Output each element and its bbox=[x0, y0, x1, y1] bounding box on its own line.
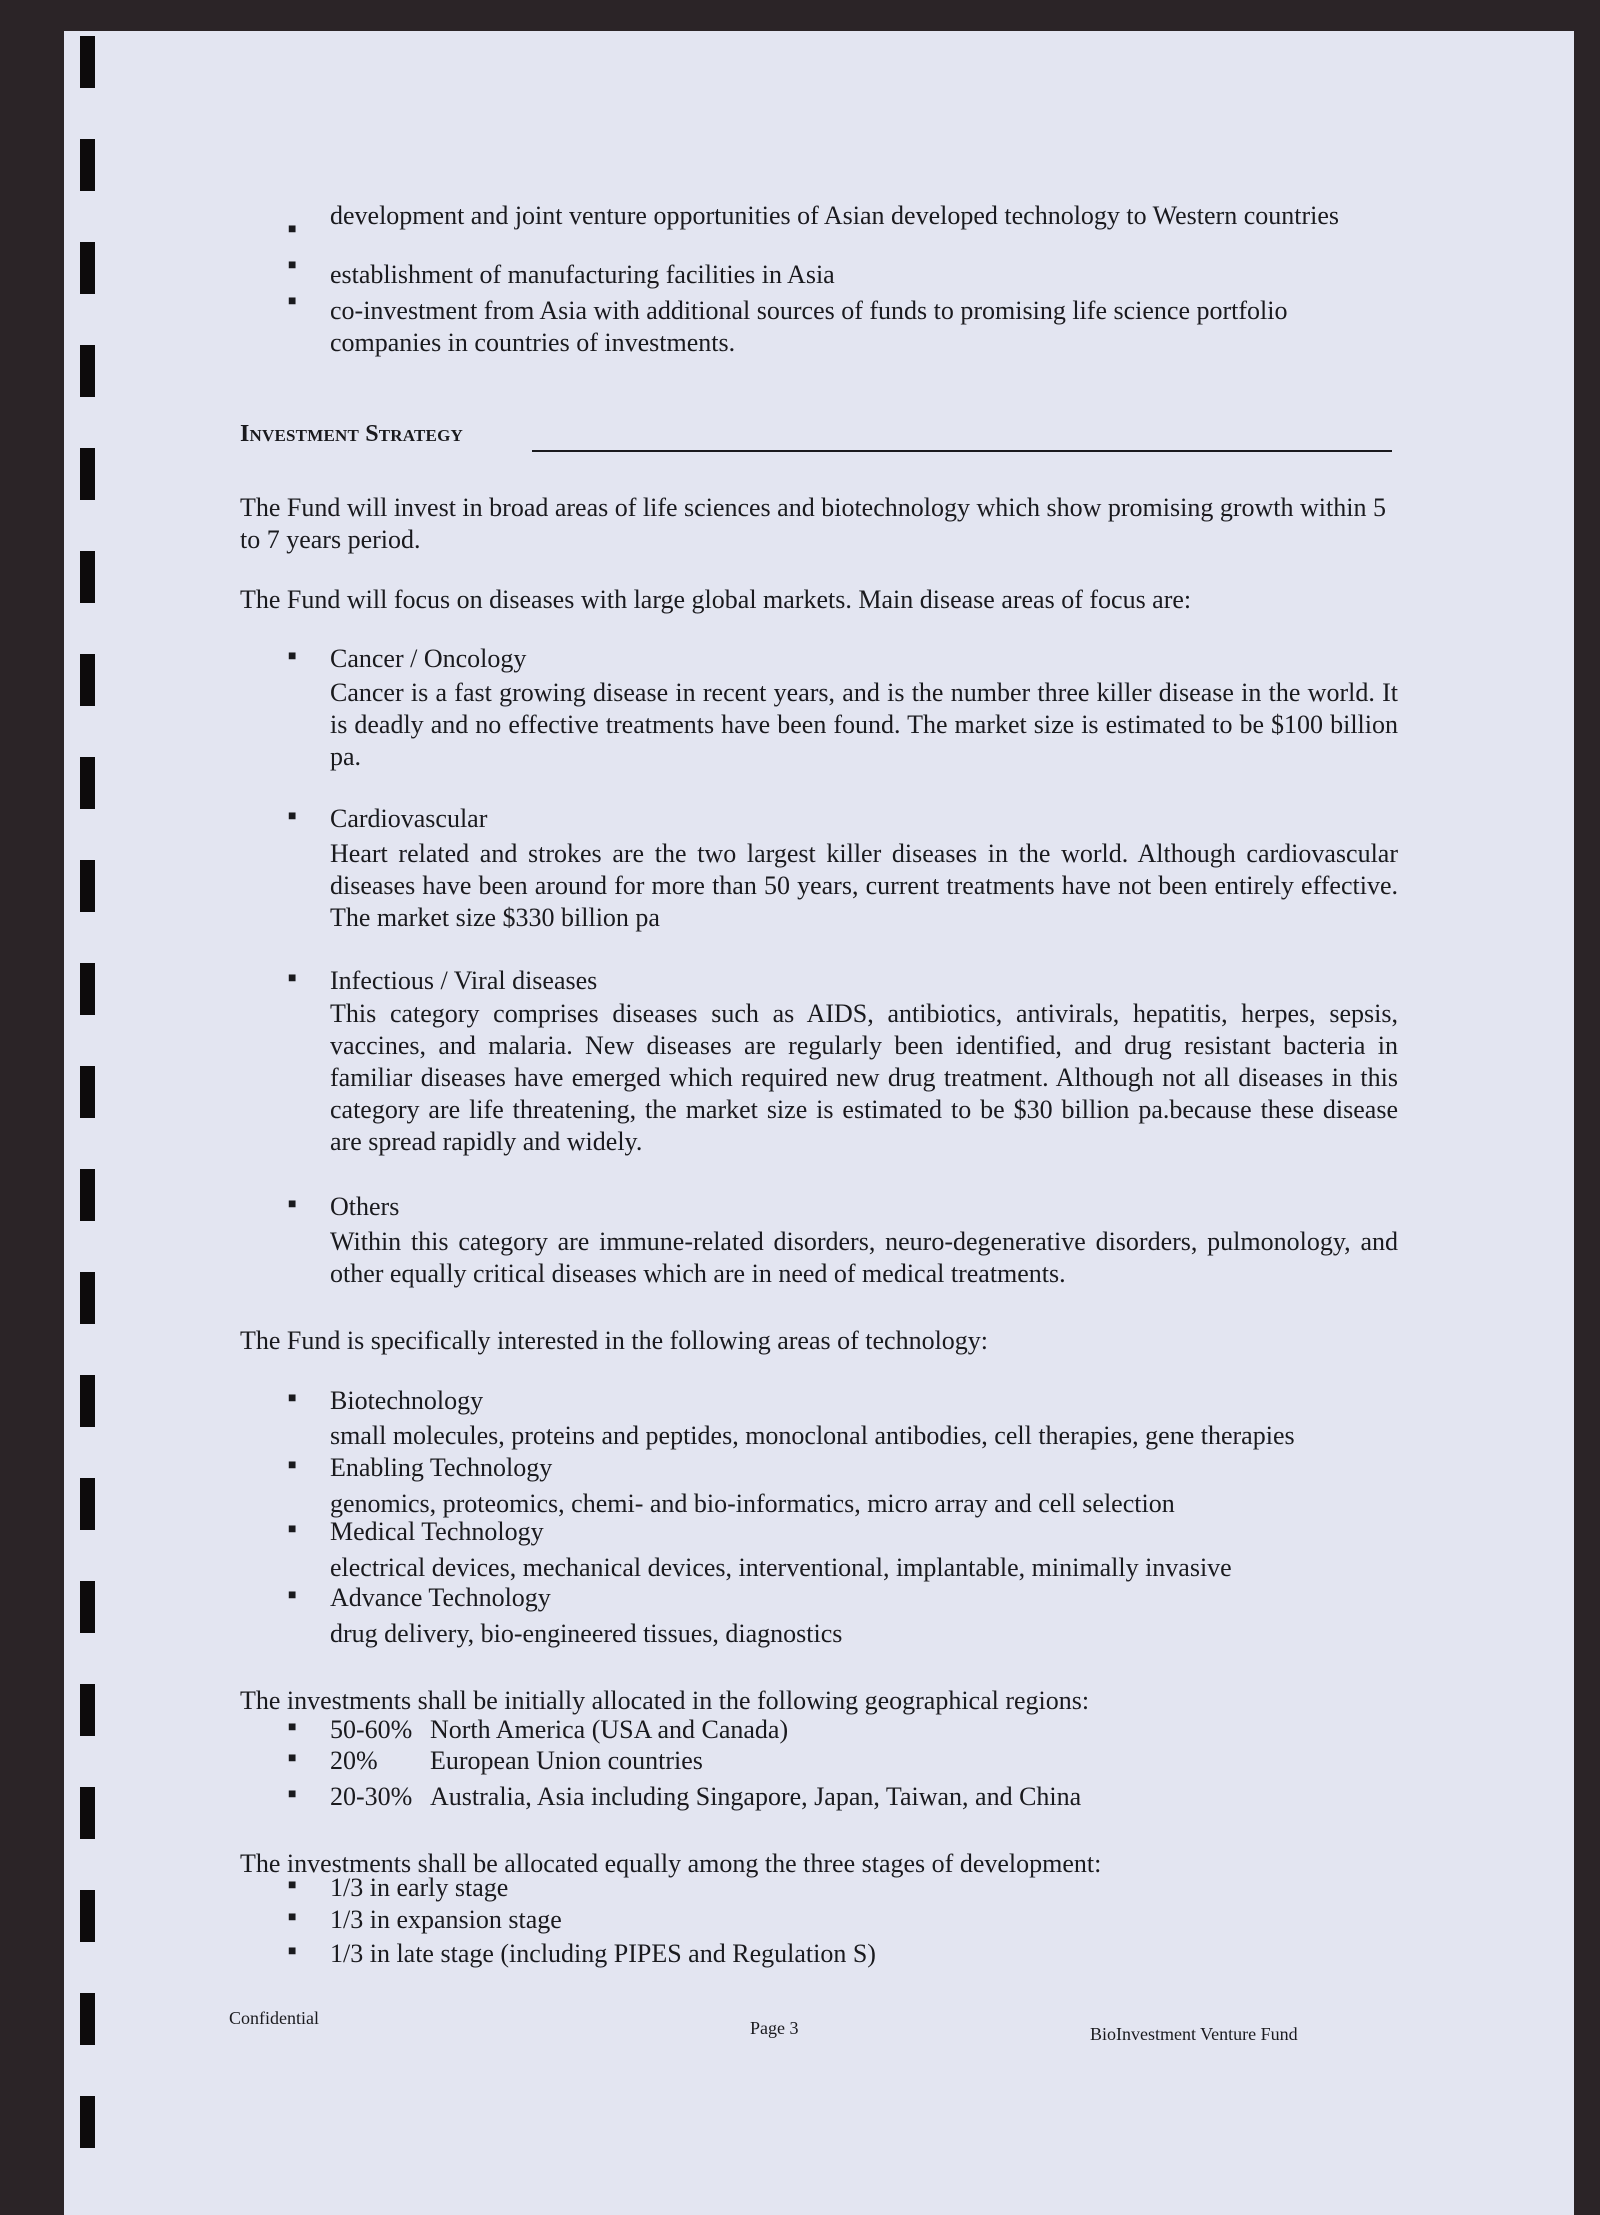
binder-hole bbox=[80, 757, 95, 809]
bullet-icon: ■ bbox=[288, 1751, 297, 1766]
disease-title: Infectious / Viral diseases bbox=[330, 966, 598, 995]
region-percent: 20% bbox=[330, 1746, 378, 1775]
bullet-icon: ■ bbox=[288, 1910, 297, 1925]
binder-hole bbox=[80, 654, 95, 706]
tech-title: Enabling Technology bbox=[330, 1453, 553, 1482]
disease-body: Within this category are immune-related disorders, neuro-degenerative disorders, pulmonology, and other equally critical diseases which are in need of medical treatments. bbox=[330, 1227, 1398, 1288]
binder-hole bbox=[80, 139, 95, 191]
binder-hole bbox=[80, 1684, 95, 1736]
stage-item: 1/3 in early stage bbox=[330, 1873, 509, 1902]
tech-body: genomics, proteomics, chemi- and bio-informatics, micro array and cell selection bbox=[330, 1489, 1175, 1518]
paragraph: The investments shall be initially allocated in the following geographical regions: bbox=[240, 1686, 1090, 1715]
region-name: European Union countries bbox=[430, 1746, 703, 1775]
binder-hole bbox=[80, 1375, 95, 1427]
binder-hole bbox=[80, 242, 95, 294]
binder-hole bbox=[80, 1581, 95, 1633]
bullet-icon: ■ bbox=[288, 1522, 297, 1537]
binder-hole bbox=[80, 551, 95, 603]
bullet-icon: ■ bbox=[288, 1391, 297, 1406]
binder-hole bbox=[80, 1478, 95, 1530]
tech-title: Medical Technology bbox=[330, 1517, 544, 1546]
binder-hole bbox=[80, 860, 95, 912]
region-percent: 20-30% bbox=[330, 1782, 413, 1811]
bullet-icon: ■ bbox=[288, 258, 297, 273]
paragraph: The Fund is specifically interested in the following areas of technology: bbox=[240, 1326, 989, 1355]
paragraph: The Fund will focus on diseases with large global markets. Main disease areas of focus are: bbox=[240, 585, 1192, 614]
section-heading: Investment Strategy bbox=[240, 421, 463, 447]
tech-title: Advance Technology bbox=[330, 1583, 551, 1612]
bullet-icon: ■ bbox=[288, 809, 297, 824]
binder-hole bbox=[80, 1787, 95, 1839]
bullet-icon: ■ bbox=[288, 649, 297, 664]
bullet-icon: ■ bbox=[288, 1787, 297, 1802]
heading-rule bbox=[532, 450, 1392, 452]
region-percent: 50-60% bbox=[330, 1715, 413, 1744]
stage-item: 1/3 in late stage (including PIPES and Regulation S) bbox=[330, 1939, 876, 1968]
binder-hole bbox=[80, 1890, 95, 1942]
tech-title: Biotechnology bbox=[330, 1386, 484, 1415]
binder-hole bbox=[80, 2096, 95, 2148]
region-name: North America (USA and Canada) bbox=[430, 1715, 789, 1744]
paragraph: The Fund will invest in broad areas of life sciences and biotechnology which show promising growth within 5 to 7 years period. bbox=[240, 493, 1386, 554]
stage-item: 1/3 in expansion stage bbox=[330, 1905, 562, 1934]
bullet-icon: ■ bbox=[288, 971, 297, 986]
disease-body: Heart related and strokes are the two largest killer diseases in the world. Although cardiovascular diseases have been around for more than 50 years, current treatments have not been entirely effective. The market size $330 billion pa bbox=[330, 839, 1398, 932]
bullet-icon: ■ bbox=[288, 1944, 297, 1959]
binder-hole bbox=[80, 448, 95, 500]
disease-title: Others bbox=[330, 1192, 400, 1221]
tech-body: drug delivery, bio-engineered tissues, diagnostics bbox=[330, 1619, 843, 1648]
disease-body: This category comprises diseases such as AIDS, antibiotics, antivirals, hepatitis, herpes, sepsis, vaccines, and malaria. New diseases are regularly been identified, and drug resistant bacteria in familiar diseases have emerged which required new drug treatment. Although not all diseases in this category are life threatening, the market size is estimated to be $30 billion pa.because these disease are spread rapidly and widely. bbox=[330, 999, 1398, 1156]
footer-confidential: Confidential bbox=[229, 2008, 319, 2028]
bullet-icon: ■ bbox=[288, 1197, 297, 1212]
footer-fund-name: BioInvestment Venture Fund bbox=[1090, 2024, 1298, 2044]
binder-hole bbox=[80, 963, 95, 1015]
binder-hole bbox=[80, 36, 95, 88]
binder-hole bbox=[80, 345, 95, 397]
binder-hole bbox=[80, 1272, 95, 1324]
disease-title: Cardiovascular bbox=[330, 804, 488, 833]
paragraph: The investments shall be allocated equally among the three stages of development: bbox=[240, 1849, 1102, 1878]
region-name: Australia, Asia including Singapore, Japan, Taiwan, and China bbox=[430, 1782, 1082, 1811]
disease-body: Cancer is a fast growing disease in recent years, and is the number three killer disease in the world. It is deadly and no effective treatments have been found. The market size is estimated to be $100 billion pa. bbox=[330, 678, 1398, 771]
intro-bullet: co-investment from Asia with additional sources of funds to promising life science portfolio companies in countries of investments. bbox=[330, 296, 1288, 357]
bullet-icon: ■ bbox=[288, 294, 297, 309]
intro-bullet: establishment of manufacturing facilities in Asia bbox=[330, 260, 835, 289]
region-item bbox=[330, 1745, 1398, 1777]
bullet-icon: ■ bbox=[288, 222, 297, 237]
binder-hole bbox=[80, 1993, 95, 2045]
region-item bbox=[330, 1714, 1398, 1746]
bullet-icon: ■ bbox=[288, 1878, 297, 1893]
tech-body: electrical devices, mechanical devices, interventional, implantable, minimally invasive bbox=[330, 1553, 1232, 1582]
region-item bbox=[330, 1781, 1398, 1813]
bullet-icon: ■ bbox=[288, 1458, 297, 1473]
binder-hole bbox=[80, 1066, 95, 1118]
footer-page-number: Page 3 bbox=[750, 2018, 799, 2038]
disease-title: Cancer / Oncology bbox=[330, 644, 527, 673]
bullet-icon: ■ bbox=[288, 1720, 297, 1735]
tech-body: small molecules, proteins and peptides, monoclonal antibodies, cell therapies, gene therapies bbox=[330, 1421, 1295, 1450]
intro-bullet: development and joint venture opportunities of Asian developed technology to Western countries bbox=[330, 201, 1340, 230]
bullet-icon: ■ bbox=[288, 1588, 297, 1603]
binder-hole bbox=[80, 1169, 95, 1221]
